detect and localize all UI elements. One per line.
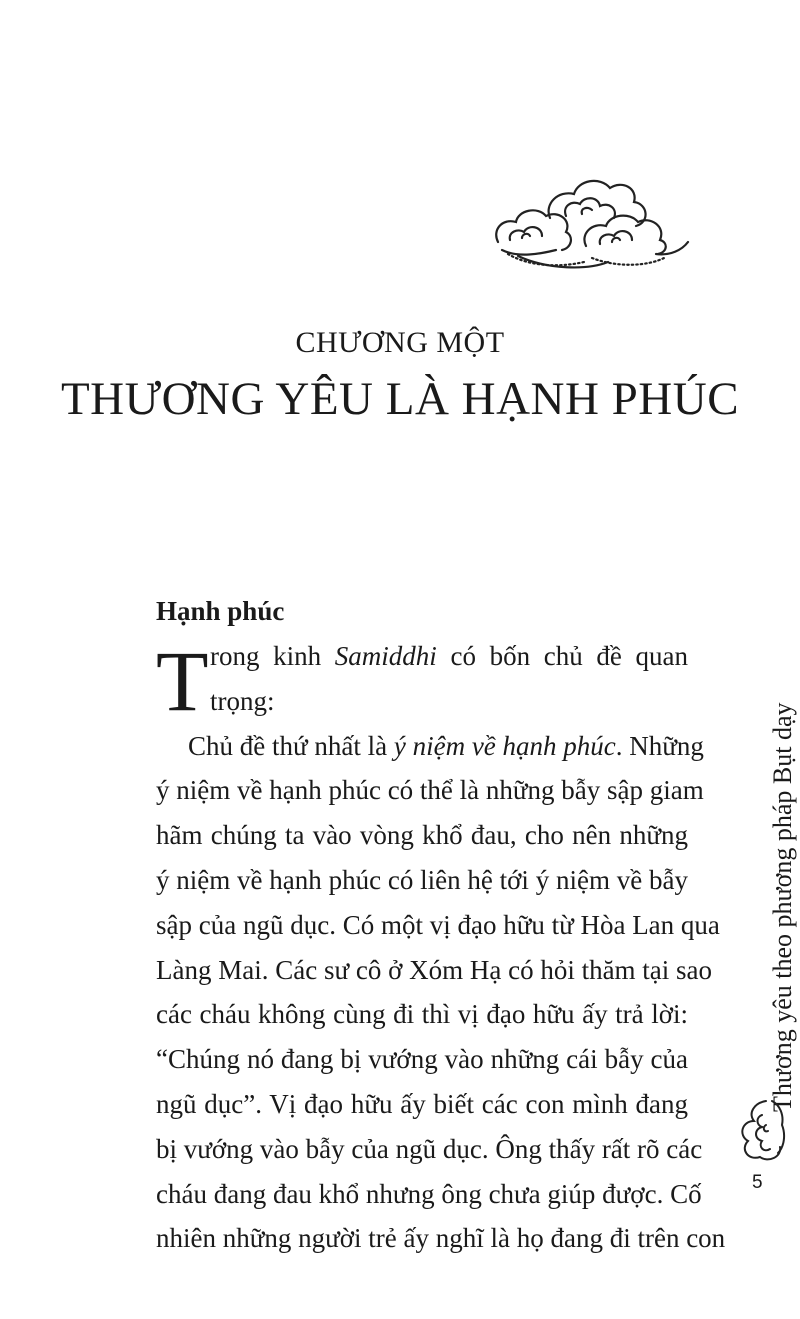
section-heading: Hạnh phúc (156, 596, 285, 626)
paragraph-line: các cháu không cùng đi thì vị đạo hữu ấy trả lời: (156, 999, 688, 1030)
drop-cap: T (156, 633, 209, 729)
paragraph-line: Chủ đề thứ nhất là ý niệm về hạnh phúc. Những (188, 730, 704, 761)
paragraph-line: trọng: (210, 685, 275, 716)
paragraph-line: Làng Mai. Các sư cô ở Xóm Hạ có hỏi thăm tại sao (156, 954, 713, 985)
running-book-title: Thương yêu theo phương pháp Bụt dạy (768, 702, 797, 1112)
paragraph-line: cháu đang đau khổ nhưng ông chưa giúp được. Cố (156, 1178, 702, 1209)
side-cloud-icon (732, 1095, 790, 1165)
paragraph-line: sập của ngũ dục. Có một vị đạo hữu từ Hòa Lan qua (156, 909, 720, 940)
paragraph-line: “Chúng nó đang bị vướng vào những cái bẫy của (156, 1044, 688, 1075)
chapter-label: CHƯƠNG MỘT (295, 326, 505, 359)
paragraph-line: rong kinh Samiddhi có bốn chủ đề quan (210, 641, 688, 671)
page-number: 5 (752, 1172, 763, 1193)
body-text (156, 634, 726, 1261)
emphasis-text: ý niệm về hạnh phúc (393, 730, 616, 761)
paragraph-line: ý niệm về hạnh phúc có thể là những bẫy sập giam (156, 775, 704, 806)
chapter-title: THƯƠNG YÊU LÀ HẠNH PHÚC (60, 373, 740, 425)
paragraph-line: ý niệm về hạnh phúc có liên hệ tới ý niệm về bẫy (156, 864, 688, 895)
cloud-ornament-icon (488, 170, 692, 278)
paragraph-line: nhiên những người trẻ ấy nghĩ là họ đang đi trên con (156, 1223, 726, 1254)
paragraph-line: hãm chúng ta vào vòng khổ đau, cho nên những (156, 820, 688, 851)
paragraph-line: ngũ dục”. Vị đạo hữu ấy biết các con mình đang (156, 1088, 688, 1119)
paragraph-line: bị vướng vào bẫy của ngũ dục. Ông thấy rất rõ các (156, 1133, 703, 1164)
scripture-name: Samiddhi (334, 641, 437, 671)
